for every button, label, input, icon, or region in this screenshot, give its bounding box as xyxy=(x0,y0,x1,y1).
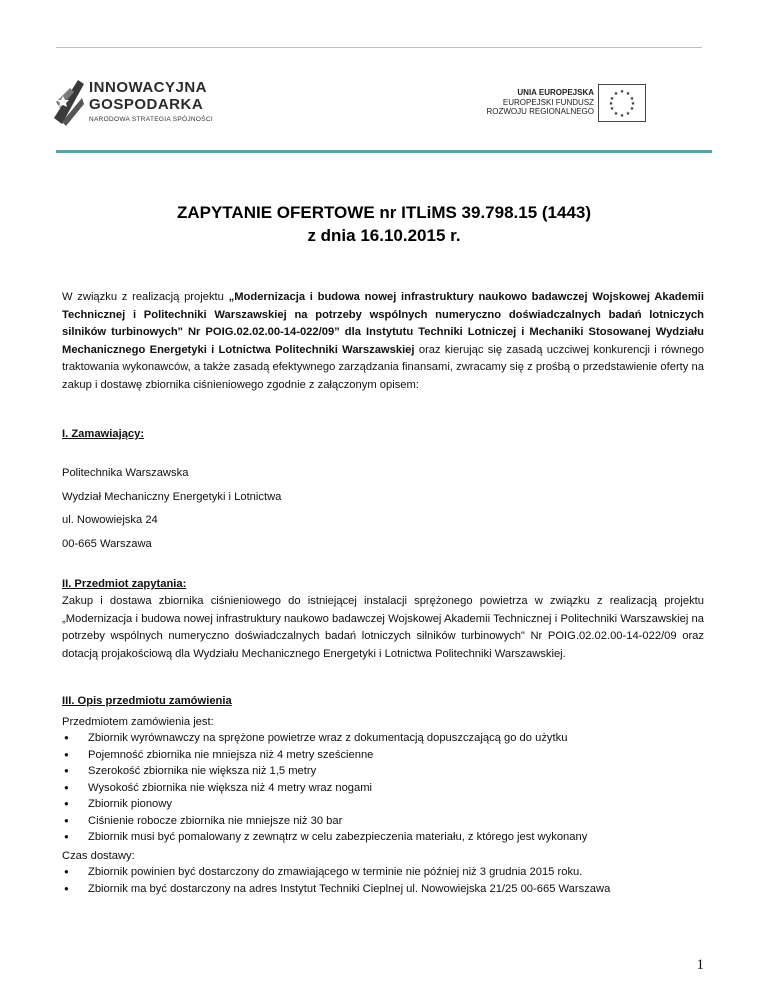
delivery-intro: Czas dostawy: xyxy=(62,850,135,862)
svg-text:★: ★ xyxy=(625,111,631,117)
ig-logo-tagline: NARODOWA STRATEGIA SPÓJNOŚCI xyxy=(89,116,213,123)
teal-divider xyxy=(56,150,712,153)
header-divider xyxy=(56,47,702,48)
list-item: ● Zbiornik wyrównawczy na sprężone powietrze wraz z dokumentacją dopuszczającą go do użytku xyxy=(62,730,587,747)
ig-logo-icon xyxy=(52,78,86,126)
orderer-street: ul. Nowowiejska 24 xyxy=(62,514,158,526)
document-date: z dnia 16.10.2015 r. xyxy=(307,226,461,245)
svg-text:★: ★ xyxy=(608,101,614,107)
requirements-list xyxy=(62,730,587,846)
intro-paragraph xyxy=(62,289,704,394)
svg-text:★: ★ xyxy=(619,89,625,95)
intro-pre: W związku z realizacją projektu xyxy=(62,291,229,303)
intro-post: oraz kierując się zasadą uczciwej konkurencji i równego traktowania wykonawców, a także zasadą efektywnego zarządzania finansami, zwracamy się z prośbą o przedstawienie oferty na zakup i dostawę zbiornika ciśnieniowego zgodnie z załączonym opisem: xyxy=(62,343,704,391)
svg-text:★: ★ xyxy=(630,101,636,107)
eu-logo-line2: EUROPEJSKI FUNDUSZ xyxy=(502,98,594,107)
list-item: ● Zbiornik pionowy xyxy=(62,796,587,813)
svg-text:★: ★ xyxy=(625,91,631,97)
delivery-list xyxy=(62,864,610,897)
eu-logo-line1: UNIA EUROPEJSKA xyxy=(517,88,594,97)
orderer-name: Politechnika Warszawska xyxy=(62,467,189,479)
orderer-faculty: Wydział Mechaniczny Energetyki i Lotnictwa xyxy=(62,491,282,503)
intro-project-name: „Modernizacja i budowa nowej infrastruktury naukowo badawczej Wojskowej Akademii Technicznej i Politechniki Warszawskiej na potrzeby wspólnych numeryczno doświadczalnych badań lotniczych silników turbinowych" Nr POIG.02.02.00-14-022/09” dla Instytutu Techniki Lotniczej i Mechaniki Stosowanej Wydziału Mechanicznego Energetyki i Lotnictwa Politechniki Warszawskiej xyxy=(62,291,705,356)
svg-text:★: ★ xyxy=(613,111,619,117)
eu-flag-icon xyxy=(598,84,646,122)
ig-logo-line2: GOSPODARKA xyxy=(89,96,204,113)
ig-logo-line1: INNOWACYJNA xyxy=(89,79,208,96)
svg-text:★: ★ xyxy=(609,96,615,102)
list-item: ● Zbiornik powinien być dostarczony do zmawiającego w terminie nie później niż 3 grudnia 2015 roku. xyxy=(62,864,610,881)
section-heading-opis: III. Opis przedmiotu zamówienia xyxy=(62,695,232,707)
svg-text:★: ★ xyxy=(629,96,635,102)
list-item: ● Zbiornik ma być dostarczony na adres Instytut Techniki Cieplnej ul. Nowowiejska 21/25 00-665 Warszawa xyxy=(62,881,610,898)
document-title: ZAPYTANIE OFERTOWE nr ITLiMS 39.798.15 (1443) xyxy=(176,203,592,222)
list-item: ● Pojemność zbiornika nie mniejsza niż 4 metry sześcienne xyxy=(62,747,587,764)
list-item: ● Wysokość zbiornika nie większa niż 4 metry wraz nogami xyxy=(62,780,587,797)
list-item: ● Szerokość zbiornika nie większa niż 1,5 metry xyxy=(62,763,587,780)
list-item: ● Ciśnienie robocze zbiornika nie mniejsze niż 30 bar xyxy=(62,813,587,830)
orderer-city: 00-665 Warszawa xyxy=(62,538,152,550)
subject-paragraph: Zakup i dostawa zbiornika ciśnieniowego do istniejącej instalacji sprężonego powietrza w związku z realizacją projektu „Modernizacja i budowa nowej infrastruktury naukowo badawczej Wojskowej Akademii Technicznej i Politechniki Warszawskiej na potrzeby wspólnych numeryczno doświadczalnych badań lotniczych silników turbinowych" Nr POIG.02.02.00-14-022/09 oraz dotacją projakościową dla Wydziału Mechanicznego Energetyki i Lotnictwa Politechniki Warszawskiej. xyxy=(62,595,704,660)
svg-text:★: ★ xyxy=(629,106,635,112)
section-heading-przedmiot: II. Przedmiot zapytania: xyxy=(62,578,187,590)
svg-text:★: ★ xyxy=(619,113,625,119)
section-heading-zamawiajacy: I. Zamawiający: xyxy=(62,428,145,440)
innowacyjna-gospodarka-logo xyxy=(52,78,242,130)
page-number: 1 xyxy=(696,957,704,973)
eu-logo xyxy=(480,84,660,128)
order-subject-intro: Przedmiotem zamówienia jest: xyxy=(62,716,214,728)
eu-logo-line3: ROZWOJU REGIONALNEGO xyxy=(486,107,594,116)
list-item: ● Zbiornik musi być pomalowany z zewnątrz w celu zabezpieczenia materiału, z którego jest wykonany xyxy=(62,829,587,846)
svg-text:★: ★ xyxy=(609,106,615,112)
svg-text:★: ★ xyxy=(613,91,619,97)
